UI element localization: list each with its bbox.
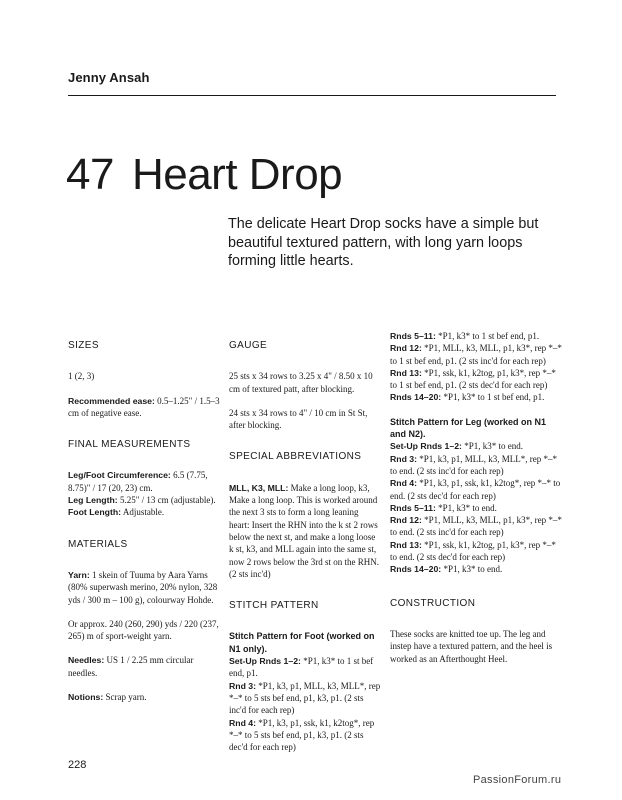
gauge-textured: 25 sts x 34 rows to 3.25 x 4" / 8.50 x 10 cm of textured patt, after blocking. — [229, 371, 373, 394]
alt-yarn-paragraph: Or approx. 240 (260, 290) yds / 220 (237, 265) m of sport-weight yarn. — [68, 618, 219, 642]
author-divider — [68, 95, 556, 96]
page-title — [66, 150, 342, 200]
materials-heading: MATERIALS — [68, 538, 128, 550]
leg-row — [390, 453, 562, 478]
leg-foot-label: Leg/Foot Circumference: — [68, 470, 171, 481]
gauge-heading: GAUGE — [229, 340, 268, 351]
pattern-name: Heart Drop — [131, 150, 343, 199]
leg-row-text: *P1, k3* to end. — [461, 441, 523, 452]
foot-row-label: Set-Up Rnds 1–2: — [229, 656, 301, 667]
foot-row — [229, 717, 381, 754]
foot-row-text: *P1, ssk, k1, k2tog, p1, k3*, rep *–* to 1 st bef end, p1. (2 sts dec'd for each rep) — [390, 367, 556, 391]
sizes-values: 1 (2, 3) — [68, 371, 95, 382]
column-3 — [390, 330, 562, 677]
notions-text: Scrap yarn. — [103, 692, 147, 703]
leg-row-label: Rnd 13: — [390, 539, 422, 550]
leg-row-label: Rnd 3: — [390, 453, 418, 464]
foot-row-label: Rnd 12: — [390, 343, 422, 354]
foot-row-label: Rnd 3: — [229, 680, 257, 691]
foot-rows-part-1 — [229, 655, 381, 753]
column-2 — [229, 340, 381, 753]
foot-row-text: *P1, k3, p1, MLL, k3, MLL*, rep *–* to 5 sts bef end, p1, k3, p1. (2 sts inc'd for each rep) — [229, 680, 381, 716]
foot-pattern-heading: Stitch Pattern for Foot (worked on N1 only). — [229, 631, 375, 654]
construction-text: These socks are knitted toe up. The leg and instep have a textured pattern, and the heel is worked as an Afterthought Heel. — [390, 628, 553, 664]
foot-rows-part-2 — [390, 330, 562, 404]
leg-length — [68, 494, 220, 506]
ease-paragraph — [68, 395, 220, 420]
foot-row-text: *P1, k3* to 1 st bef end, p1. — [229, 656, 374, 679]
leg-pattern-heading: Stitch Pattern for Leg (worked on N1 and N2). — [390, 416, 547, 440]
foot-row-label: Rnds 14–20: — [390, 392, 442, 403]
leg-foot-circumference — [68, 469, 220, 494]
leg-row-text: *P1, ssk, k1, k2tog, p1, k3*, rep *–* to end. (2 sts dec'd for each rep) — [390, 539, 556, 563]
notions-label: Notions: — [68, 692, 104, 703]
leg-row — [390, 514, 562, 539]
leg-row — [390, 477, 562, 502]
leg-row-label: Rnds 14–20: — [390, 564, 442, 575]
foot-row-label: Rnd 4: — [229, 717, 257, 728]
intro-paragraph: The delicate Heart Drop socks have a simple but beautiful textured pattern, with long yarn loops forming little hearts. — [228, 216, 539, 269]
leg-row — [390, 563, 562, 575]
leg-row — [390, 539, 562, 564]
foot-length — [68, 506, 220, 518]
leg-foot-text: 6.5 (7.75, 8.75)" / 17 (20, 23) cm. — [68, 470, 208, 493]
leg-row-label: Set-Up Rnds 1–2: — [390, 441, 462, 452]
foot-row-label: Rnds 5–11: — [390, 331, 436, 341]
leg-row-text: *P1, MLL, k3, MLL, p1, k3*, rep *–* to end. (2 sts inc'd for each rep) — [390, 515, 562, 538]
foot-row-text: *P1, k3, p1, ssk, k1, k2tog*, rep *–* to 5 sts bef end, p1, k3, p1. (2 sts dec'd for each rep) — [229, 717, 375, 753]
needles-label: Needles: — [68, 655, 105, 666]
column-1 — [68, 340, 220, 715]
foot-row — [390, 342, 562, 367]
foot-row-text: *P1, k3* to 1 st bef end, p1. — [435, 331, 540, 341]
foot-row — [390, 391, 562, 403]
foot-length-label: Foot Length: — [68, 507, 122, 518]
foot-length-text: Adjustable. — [121, 507, 165, 518]
notions-paragraph — [68, 691, 220, 703]
leg-length-label: Leg Length: — [68, 495, 118, 506]
gauge-stst: 24 sts x 34 rows to 4" / 10 cm in St St, after blocking. — [229, 407, 368, 431]
measurements-heading: FINAL MEASUREMENTS — [68, 439, 191, 451]
stitch-pattern-heading: STITCH PATTERN — [229, 600, 319, 612]
foot-row-label: Rnd 13: — [390, 367, 422, 378]
sizes-heading: SIZES — [68, 340, 99, 351]
abbreviations-heading: SPECIAL ABBREVIATIONS — [229, 451, 362, 463]
abbreviation-text: Make a long loop, k3, Make a long loop. This is worked around the next 3 sts to form a long leaning heart: Insert the RHN into the k st 2 rows below the next st, and make a long loose k st, k3, and MLL again into the same st, now 2 rows below the 3rd st on the RHN. (2 sts inc'd) — [229, 482, 379, 579]
pattern-number: 47 — [66, 150, 114, 199]
leg-rows — [390, 440, 562, 575]
foot-row-text: *P1, MLL, k3, MLL, p1, k3*, rep *–* to 1 st bef end, p1. (2 sts inc'd for each rep) — [390, 343, 562, 366]
yarn-text: 1 skein of Tuuma by Aara Yarns (80% superwash merino, 20% nylon, 328 yds / 300 m – 100 g), colourway Hohde. — [68, 569, 218, 605]
foot-row — [390, 367, 562, 392]
foot-row — [229, 680, 381, 717]
abbreviation-label: MLL, K3, MLL: — [229, 482, 289, 493]
leg-row — [390, 502, 562, 514]
leg-row — [390, 440, 562, 452]
construction-heading: CONSTRUCTION — [390, 597, 476, 609]
leg-row-label: Rnds 5–11: — [390, 502, 436, 513]
leg-row-label: Rnd 4: — [390, 478, 418, 489]
ease-label: Recommended ease: — [68, 395, 155, 406]
needles-text: US 1 / 2.25 mm circular needles. — [68, 655, 194, 678]
page-number: 228 — [68, 759, 87, 771]
abbreviation-mll — [229, 482, 381, 580]
leg-length-text: 5.25" / 13 cm (adjustable). — [117, 495, 216, 506]
leg-row-text: *P1, k3, p1, ssk, k1, k2tog*, rep *–* to end. (2 sts dec'd for each rep) — [390, 478, 561, 501]
author-name: Jenny Ansah — [68, 70, 150, 85]
foot-row — [390, 330, 562, 342]
leg-row-text: *P1, k3* to end. — [435, 502, 497, 513]
foot-row — [229, 655, 381, 680]
leg-row-text: *P1, k3* to end. — [441, 564, 503, 575]
foot-row-text: *P1, k3* to 1 st bef end, p1. — [441, 392, 545, 403]
leg-row-label: Rnd 12: — [390, 515, 422, 526]
yarn-label: Yarn: — [68, 569, 90, 580]
needles-paragraph — [68, 654, 220, 679]
watermark: PassionForum.ru — [473, 774, 562, 786]
leg-row-text: *P1, k3, p1, MLL, k3, MLL*, rep *–* to end. (2 sts inc'd for each rep) — [390, 453, 558, 476]
yarn-paragraph — [68, 569, 220, 606]
ease-text: 0.5–1.25" / 1.5–3 cm of negative ease. — [68, 395, 220, 418]
